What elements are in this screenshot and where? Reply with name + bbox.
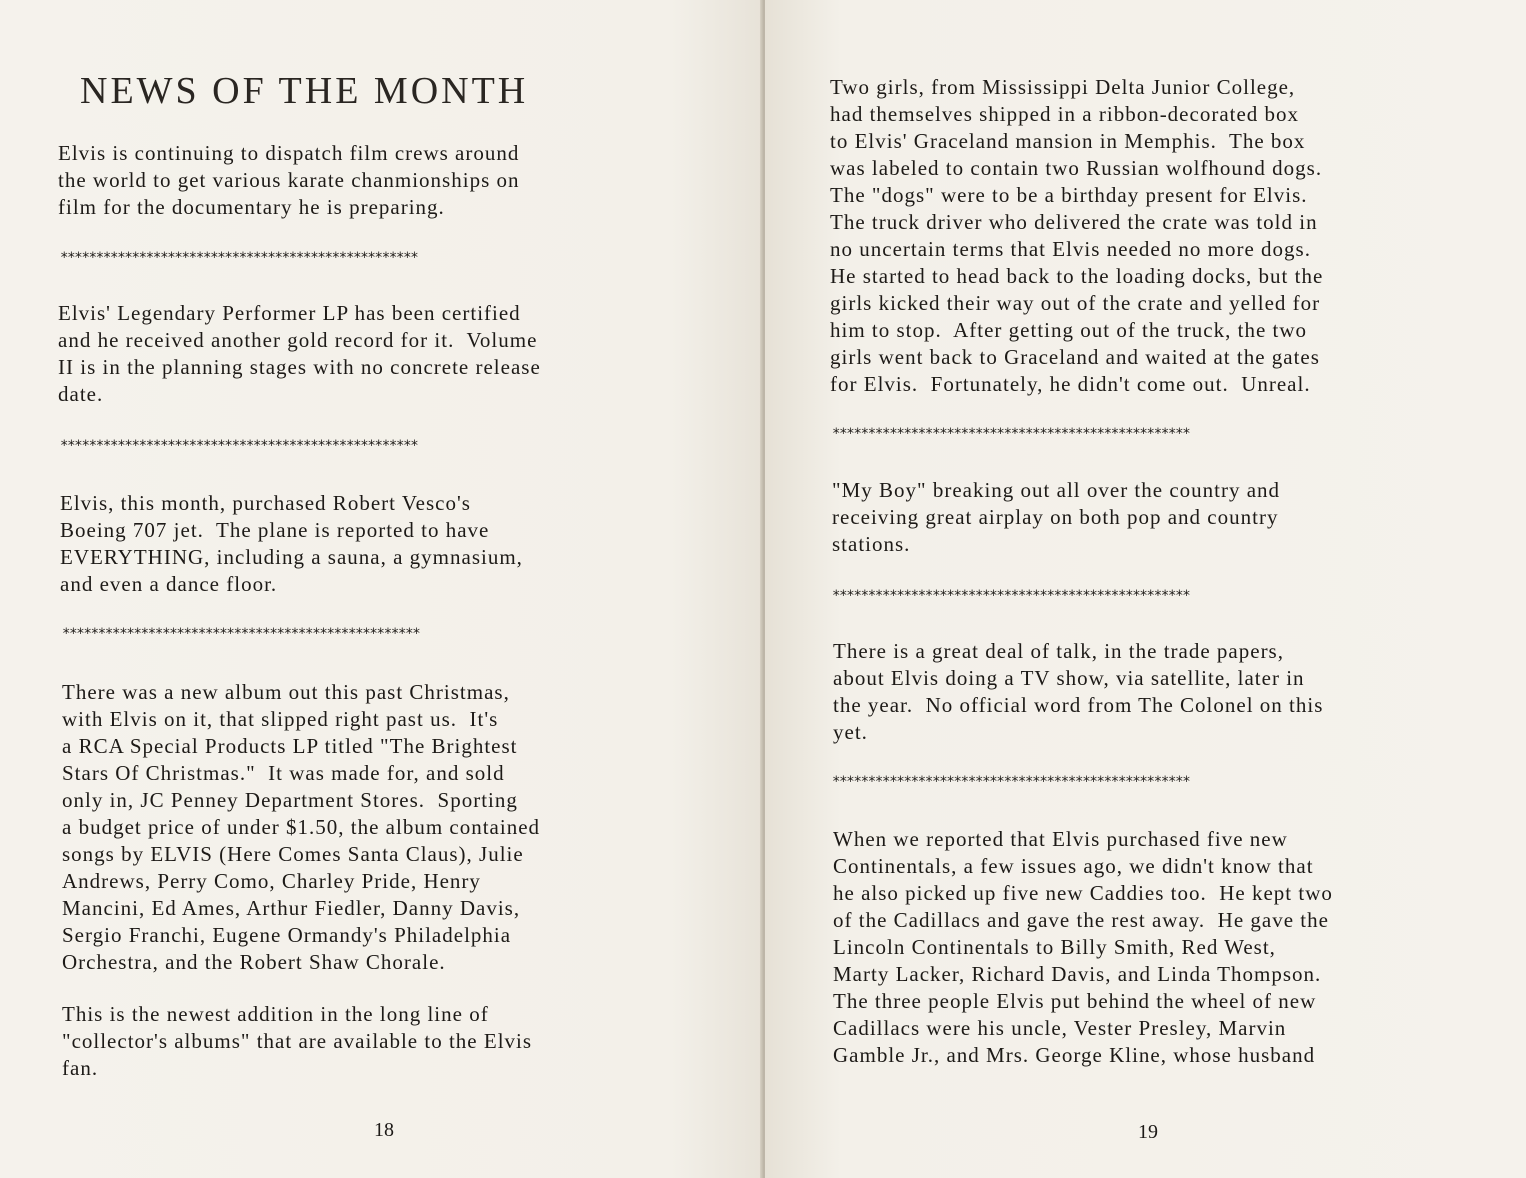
separator-stars: **************************************************	[832, 426, 1190, 442]
separator-stars: **************************************************	[62, 626, 420, 642]
news-item-tv-satellite: There is a great deal of talk, in the trade papers, about Elvis doing a TV show, via satellite, later in the year. No official word from The Colonel on this yet.	[833, 639, 1324, 744]
news-item-collectors-albums: This is the newest addition in the long line of "collector's albums" that are available to the Elvis fan.	[62, 1002, 533, 1080]
news-item-cadillacs: When we reported that Elvis purchased five new Continentals, a few issues ago, we didn't know that he also picked up five new Caddies too. He kept two of the Cadillacs and gave the rest away. He gave the Lincoln Continentals to Billy Smith, Red West, Marty Lacker, Richard Davis, and Linda Thompson. The three people Elvis put behind the wheel of new Cadillacs were his uncle, Vester Presley, Marvin Gamble Jr., and Mrs. George Kline, whose husband	[833, 827, 1333, 1067]
news-item-karate-films: Elvis is continuing to dispatch film crews around the world to get various karate chanmionships on film for the documentary he is preparing.	[58, 141, 520, 219]
page-number: 19	[1138, 1121, 1158, 1143]
separator-stars: **************************************************	[60, 438, 418, 454]
news-item-wolfhound-box: Two girls, from Mississippi Delta Junior College, had themselves shipped in a ribbon-decorated box to Elvis' Graceland mansion in Memphis. The box was labeled to contain two Russian wolfhound dogs. The "dogs" were to be a birthday present for Elvis. The truck driver who delivered the crate was told in no uncertain terms that Elvis needed no more dogs. He started to head back to the loading docks, but the girls kicked their way out of the crate and yelled for him to stop. After getting out of the truck, the two girls went back to Graceland and waited at the gates for Elvis. Fortunately, he didn't come out. Unreal.	[830, 75, 1324, 396]
news-item-christmas-album: There was a new album out this past Christmas, with Elvis on it, that slipped right past us. It's a RCA Special Products LP titled "The Brightest Stars Of Christmas." It was made for, and sold only in, JC Penney Department Stores. Sporting a budget price of under $1.50, the album contained songs by ELVIS (Here Comes Santa Claus), Julie Andrews, Perry Como, Charley Pride, Henry Mancini, Ed Ames, Arthur Fiedler, Danny Davis, Sergio Franchi, Eugene Ormandy's Philadelphia Orchestra, and the Robert Shaw Chorale.	[62, 680, 541, 974]
separator-stars: **************************************************	[832, 774, 1190, 790]
separator-stars: **************************************************	[832, 588, 1190, 604]
page-title: NEWS OF THE MONTH	[80, 70, 529, 113]
news-item-boeing-jet: Elvis, this month, purchased Robert Vesco's Boeing 707 jet. The plane is reported to have EVERYTHING, including a sauna, a gymnasium, and even a dance floor.	[60, 491, 523, 596]
page-number: 18	[374, 1119, 394, 1141]
news-item-my-boy: "My Boy" breaking out all over the country and receiving great airplay on both pop and country stations.	[832, 478, 1281, 556]
separator-stars: **************************************************	[60, 250, 418, 266]
right-page	[765, 0, 1526, 1178]
news-item-gold-record: Elvis' Legendary Performer LP has been certified and he received another gold record for it. Volume II is in the planning stages with no concrete release date.	[58, 301, 541, 406]
